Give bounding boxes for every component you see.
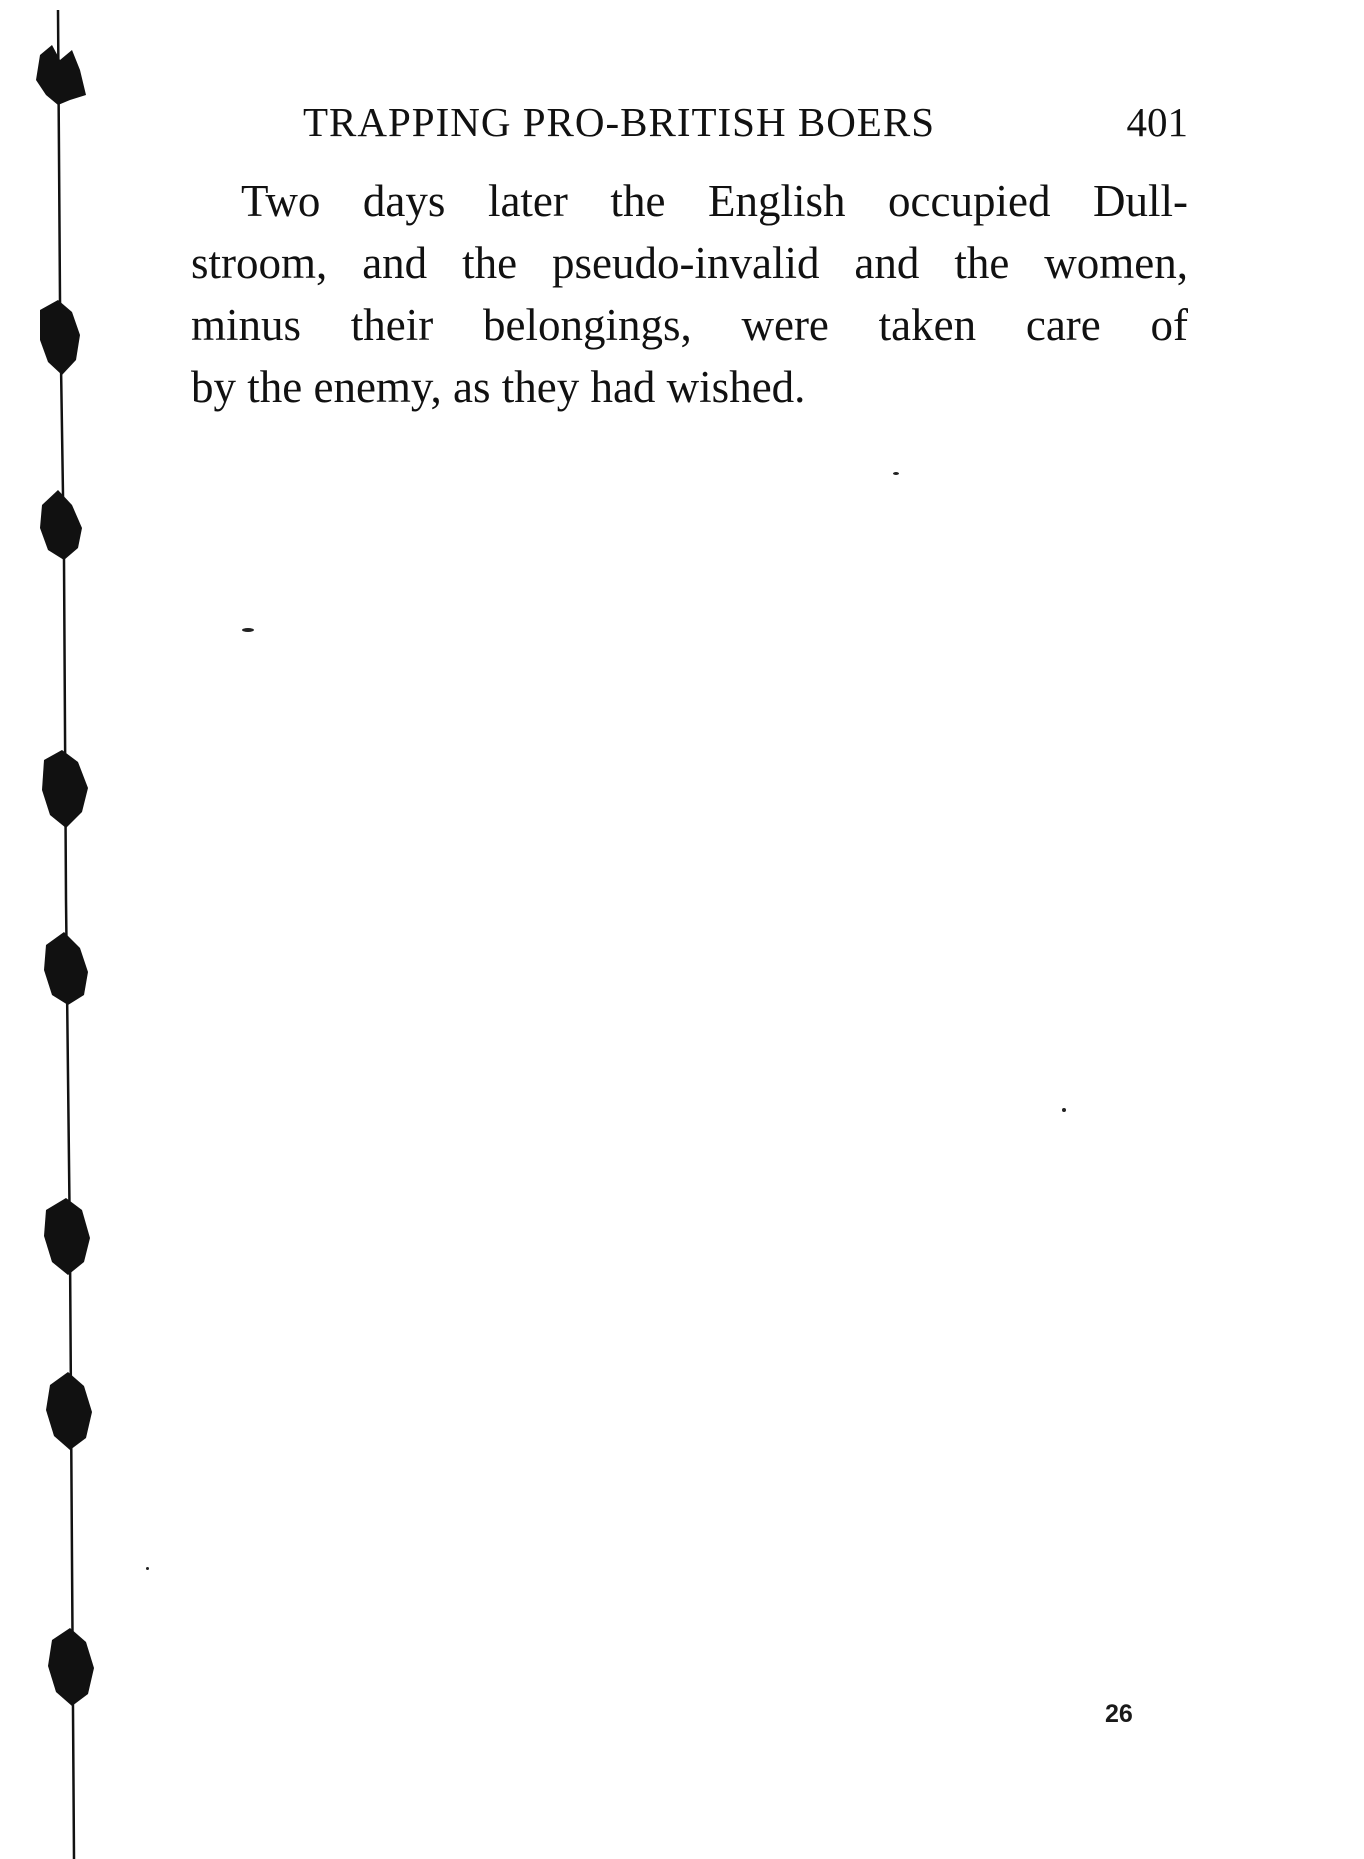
signature-mark: 26 (1105, 1700, 1133, 1728)
running-header-title: TRAPPING PRO-BRITISH BOERS (303, 99, 935, 145)
binding-leaf-ornament (0, 0, 140, 1859)
body-line: stroom, and the pseudo-invalid and the women, (191, 238, 1188, 288)
leaf-icon (44, 1198, 90, 1275)
scan-speck (893, 472, 899, 475)
scan-speck (242, 628, 254, 632)
leaf-icon (44, 932, 88, 1005)
leaf-icon (40, 300, 80, 375)
scan-speck (1062, 1108, 1066, 1112)
body-line: by the enemy, as they had wished. (191, 362, 806, 412)
body-line: Two days later the English occupied Dull- (241, 176, 1188, 226)
leaf-icon (46, 1372, 92, 1450)
body-paragraph (191, 170, 1188, 418)
leaf-icon (48, 1628, 94, 1706)
leaf-icon (40, 490, 82, 560)
leaf-icon (36, 45, 86, 105)
running-header (303, 98, 1188, 158)
leaf-icon (42, 750, 88, 828)
body-line: minus their belongings, were taken care of (191, 300, 1188, 350)
scan-speck (146, 1567, 149, 1570)
page-number: 401 (1126, 99, 1188, 145)
